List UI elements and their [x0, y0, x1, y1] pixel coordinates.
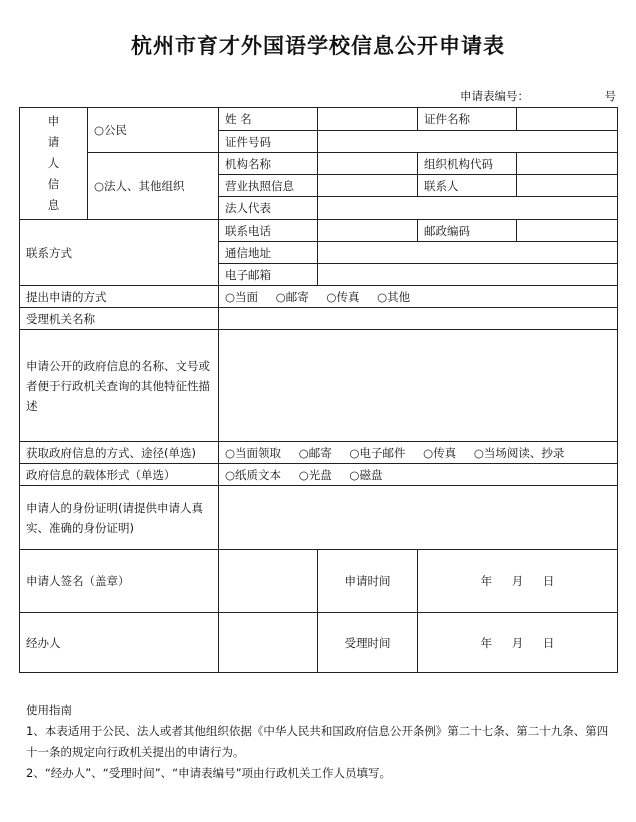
- carrier-form-option[interactable]: ○纸质文本: [225, 467, 282, 482]
- usage-guide: [26, 700, 616, 784]
- agency-name-label: 受理机关名称: [20, 308, 219, 330]
- applicant-vertical-label: 申 请 人 信 息: [20, 108, 88, 220]
- request-method-option[interactable]: ○当面: [225, 289, 259, 304]
- legal-rep-label: 法人代表: [219, 197, 318, 220]
- email-label: 电子邮箱: [219, 264, 318, 286]
- legal-rep-field[interactable]: [318, 197, 618, 220]
- day-label: 日: [542, 574, 555, 588]
- info-description-field[interactable]: [219, 330, 618, 442]
- contact-person-field[interactable]: [517, 175, 618, 197]
- address-field[interactable]: [318, 242, 618, 264]
- identity-proof-field[interactable]: [219, 486, 618, 550]
- identity-proof-label: 申请人的身份证明(请提供申请人真实、准确的身份证明): [20, 486, 219, 550]
- handler-field[interactable]: [219, 613, 318, 673]
- email-field[interactable]: [318, 264, 618, 286]
- citizen-option[interactable]: ○公民: [88, 108, 219, 153]
- obtain-method-option[interactable]: ○传真: [423, 445, 457, 460]
- postcode-label: 邮政编码: [418, 220, 517, 242]
- day-label: 日: [542, 635, 555, 650]
- org-option[interactable]: ○法人、其他组织: [88, 153, 219, 220]
- postcode-field[interactable]: [517, 220, 618, 242]
- guide-item: 1、本表适用于公民、法人或者其他组织依据《中华人民共和国政府信息公开条例》第二十七条、第二十九条、第四十一条的规定向行政机关提出的申请行为。: [26, 724, 609, 759]
- obtain-method-option[interactable]: ○当面领取: [225, 445, 282, 460]
- signature-label: 申请人签名（盖章）: [20, 550, 219, 613]
- obtain-method-options: [219, 442, 618, 464]
- form-number-suffix: 号: [604, 89, 616, 103]
- handler-label: 经办人: [20, 613, 219, 673]
- year-label: 年: [480, 574, 493, 588]
- org-name-field[interactable]: [318, 153, 418, 175]
- request-method-label: 提出申请的方式: [20, 286, 219, 308]
- apply-date-field[interactable]: [418, 550, 618, 613]
- accept-date-field[interactable]: [418, 613, 618, 673]
- id-type-field[interactable]: [517, 108, 618, 131]
- signature-field[interactable]: [219, 550, 318, 613]
- contact-person-label: 联系人: [418, 175, 517, 197]
- obtain-method-option[interactable]: ○邮寄: [298, 445, 332, 460]
- carrier-form-options: [219, 464, 618, 486]
- application-form-table: [19, 107, 618, 673]
- name-field[interactable]: [318, 108, 418, 131]
- obtain-method-option[interactable]: ○电子邮件: [349, 445, 406, 460]
- apply-time-label: 申请时间: [318, 550, 418, 613]
- month-label: 月: [511, 635, 524, 650]
- id-type-label: 证件名称: [418, 108, 517, 131]
- obtain-method-label: 获取政府信息的方式、途径(单选): [20, 442, 219, 464]
- request-method-option[interactable]: ○其他: [377, 289, 411, 304]
- carrier-form-label: 政府信息的载体形式（单选）: [20, 464, 219, 486]
- guide-title: 使用指南: [26, 703, 72, 717]
- license-field[interactable]: [318, 175, 418, 197]
- name-label: 姓 名: [219, 108, 318, 131]
- request-method-option[interactable]: ○邮寄: [275, 289, 309, 304]
- license-label: 营业执照信息: [219, 175, 318, 197]
- id-number-field[interactable]: [318, 131, 618, 153]
- month-label: 月: [511, 574, 524, 588]
- contact-label: 联系方式: [20, 220, 219, 286]
- page-title: 杭州市育才外国语学校信息公开申请表: [131, 34, 505, 58]
- accept-time-label: 受理时间: [318, 613, 418, 673]
- org-code-label: 组织机构代码: [418, 153, 517, 175]
- form-number-label: 申请表编号：: [460, 89, 529, 103]
- org-code-field[interactable]: [517, 153, 618, 175]
- request-method-options: [219, 286, 618, 308]
- carrier-form-option[interactable]: ○光盘: [298, 467, 332, 482]
- id-number-label: 证件号码: [219, 131, 318, 153]
- guide-item: 2、“经办人”、“受理时间”、“申请表编号”项由行政机关工作人员填写。: [26, 766, 392, 780]
- phone-label: 联系电话: [219, 220, 318, 242]
- carrier-form-option[interactable]: ○磁盘: [349, 467, 383, 482]
- info-description-label: 申请公开的政府信息的名称、文号或者便于行政机关查询的其他特征性描述: [20, 330, 219, 442]
- address-label: 通信地址: [219, 242, 318, 264]
- org-name-label: 机构名称: [219, 153, 318, 175]
- obtain-method-option[interactable]: ○当场阅读、抄录: [473, 445, 565, 460]
- request-method-option[interactable]: ○传真: [326, 289, 360, 304]
- phone-field[interactable]: [318, 220, 418, 242]
- year-label: 年: [480, 635, 493, 650]
- agency-name-field[interactable]: [219, 308, 618, 330]
